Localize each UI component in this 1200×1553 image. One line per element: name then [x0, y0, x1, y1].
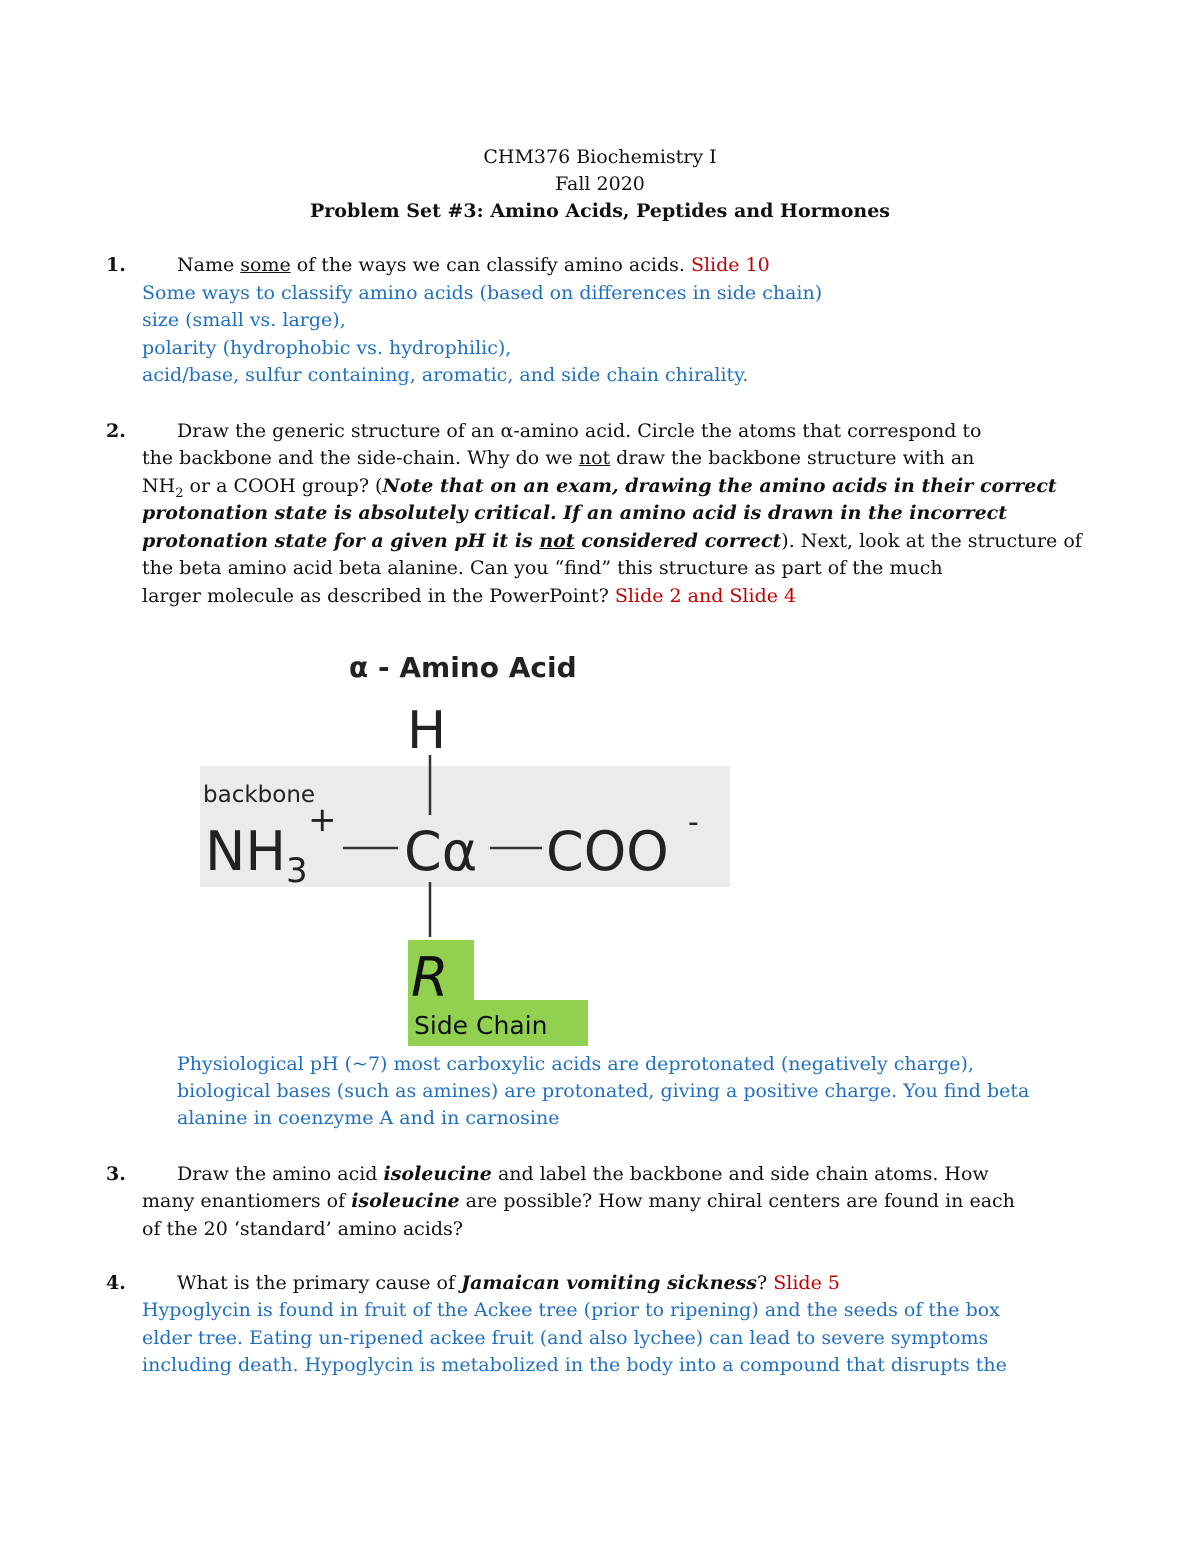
question-1-answer-line: Some ways to classify amino acids (based on differences in side chain) — [142, 282, 823, 304]
question-2-text-line: Draw the generic structure of an α-amino acid. Circle the atoms that correspond to — [177, 420, 982, 442]
carboxyl-charge: - — [688, 805, 699, 840]
problem-set-title: Problem Set #3: Amino Acids, Peptides and Hormones — [309, 200, 891, 222]
question-2-answer-line: alanine in coenzyme A and in carnosine — [177, 1107, 560, 1129]
question-4-answer-line: Hypoglycin is found in fruit of the Ackee tree (prior to ripening) and the seeds of the box — [142, 1299, 1000, 1321]
question-3-number: 3. — [106, 1163, 126, 1185]
question-3-text-line: Draw the amino acid isoleucine and label the backbone and side chain atoms. How — [177, 1163, 989, 1185]
question-3-text-line: of the 20 ‘standard’ amino acids? — [142, 1218, 463, 1240]
question-2-text-line: protonation state is absolutely critical. If an amino acid is drawn in the incorrect — [142, 502, 1008, 524]
question-2-text-line: protonation state for a given pH it is not considered correct). Next, look at the structure of — [142, 530, 1082, 552]
question-2-text-line: the beta amino acid beta alanine. Can you “find” this structure as part of the much — [142, 557, 943, 579]
r-group: R — [411, 946, 449, 1009]
amine-group: $NH_3$ — [205, 820, 308, 891]
question-2-text-line: the backbone and the side-chain. Why do we not draw the backbone structure with an — [142, 447, 975, 469]
question-4-answer-line: including death. Hypoglycin is metabolized in the body into a compound that disrupts the — [142, 1354, 1007, 1376]
question-2-answer-line: biological bases (such as amines) are protonated, giving a positive charge. You find beta — [177, 1080, 1030, 1102]
question-4-slide-ref: Slide 5 — [773, 1272, 840, 1294]
question-2-slide-ref: Slide 2 and Slide 4 — [614, 585, 797, 607]
side-chain-label: Side Chain — [414, 1011, 548, 1040]
hydrogen-atom: H — [407, 701, 447, 761]
question-2-answer-line: Physiological pH (~7) most carboxylic acids are deprotonated (negatively charge), — [177, 1053, 974, 1075]
diagram-title: α - Amino Acid — [349, 651, 577, 684]
question-1-answer-line: acid/base, sulfur containing, aromatic, and side chain chirality. — [142, 364, 749, 386]
question-2-text-line: $NH_2$ or a COOH group? (Note that on an exam, drawing the amino acids in their correct — [142, 475, 1057, 501]
question-3-text-line: many enantiomers of isoleucine are possible? How many chiral centers are found in each — [142, 1190, 1015, 1212]
question-4-text: What is the primary cause of Jamaican vomiting sickness? Slide 5 — [177, 1272, 840, 1294]
alpha-carbon: Cα — [404, 820, 478, 883]
question-2-number: 2. — [106, 420, 126, 442]
course-title: CHM376 Biochemistry I — [483, 146, 717, 168]
question-2-text-line: larger molecule as described in the PowerPoint? Slide 2 and Slide 4 — [142, 585, 797, 607]
question-1-number: 1. — [106, 254, 126, 276]
carboxyl-group: COO — [546, 820, 669, 883]
term: Fall 2020 — [555, 173, 645, 195]
question-1-answer-line: polarity (hydrophobic vs. hydrophilic), — [142, 337, 512, 359]
backbone-label: backbone — [203, 782, 316, 808]
amine-charge: + — [308, 800, 337, 840]
question-1-slide-ref: Slide 10 — [690, 254, 770, 276]
question-1-answer-line: size (small vs. large), — [142, 309, 346, 331]
question-1-text: Name some of the ways we can classify amino acids. Slide 10 — [177, 254, 770, 276]
question-4-number: 4. — [106, 1272, 126, 1294]
question-4-answer-line: elder tree. Eating un-ripened ackee fruit (and also lychee) can lead to severe symptoms — [142, 1327, 989, 1349]
